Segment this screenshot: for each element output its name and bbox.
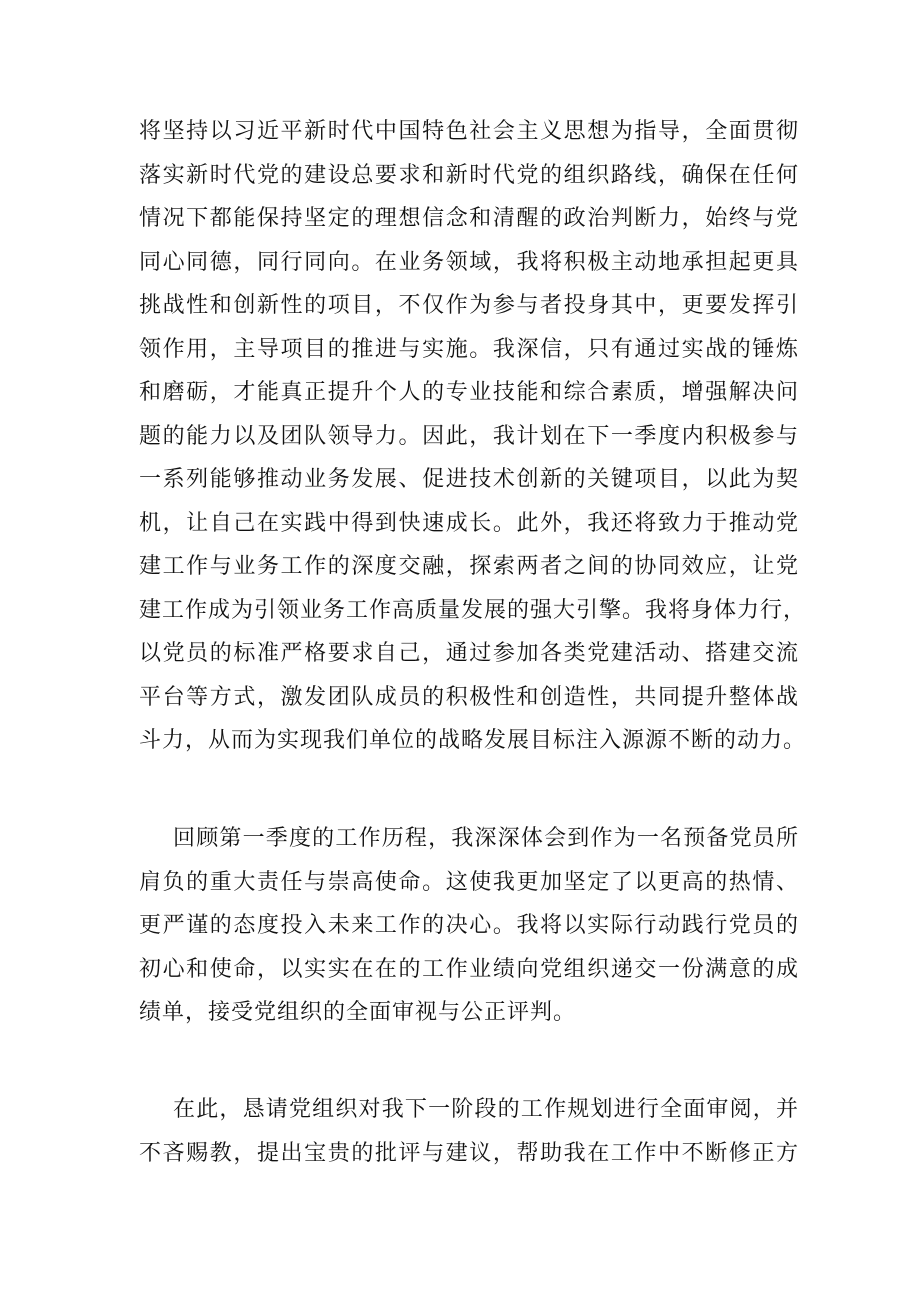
text-line: 以党员的标准严格要求自己，通过参加各类党建活动、搭建交流 bbox=[139, 641, 799, 666]
paragraph-2 bbox=[139, 817, 799, 1035]
text-line: 回顾第一季度的工作历程，我深深体会到作为一名预备党员所 bbox=[173, 826, 799, 851]
paragraph-1 bbox=[139, 110, 807, 763]
text-line: 肩负的重大责任与崇高使命。这使我更加坚定了以更高的热情、 bbox=[139, 869, 799, 895]
text-line: 斗力，从而为实现我们单位的战略发展目标注入源源不断的动力。 bbox=[139, 728, 807, 753]
text-line: 题的能力以及团队领导力。因此，我计划在下一季度内积极参与 bbox=[139, 423, 799, 449]
text-line: 落实新时代党的建设总要求和新时代党的组织路线，确保在任何 bbox=[139, 162, 799, 188]
text-line: 绩单，接受党组织的全面审视与公正评判。 bbox=[139, 1000, 577, 1025]
text-line: 情况下都能保持坚定的理想信念和清醒的政治判断力，始终与党 bbox=[139, 206, 799, 231]
text-line: 挑战性和创新性的项目，不仅作为参与者投身其中，更要发挥引 bbox=[139, 293, 799, 318]
text-line: 更严谨的态度投入未来工作的决心。我将以实际行动践行党员的 bbox=[139, 913, 799, 938]
text-line: 同心同德，同行同向。在业务领域，我将积极主动地承担起更具 bbox=[139, 249, 799, 275]
text-line: 初心和使命，以实实在在的工作业绩向党组织递交一份满意的成 bbox=[139, 956, 799, 982]
paragraph-3 bbox=[139, 1088, 799, 1175]
text-line: 不吝赐教，提出宝贵的批评与建议，帮助我在工作中不断修正方 bbox=[139, 1140, 799, 1166]
text-line: 一系列能够推动业务发展、促进技术创新的关键项目，以此为契 bbox=[139, 467, 799, 492]
text-line: 机，让自己在实践中得到快速成长。此外，我还将致力于推动党 bbox=[139, 510, 799, 536]
text-line: 将坚持以习近平新时代中国特色社会主义思想为指导，全面贯彻 bbox=[139, 119, 799, 144]
text-line: 在此，恳请党组织对我下一阶段的工作规划进行全面审阅，并 bbox=[173, 1097, 799, 1122]
text-line: 建工作成为引领业务工作高质量发展的强大引擎。我将身体力行， bbox=[139, 597, 807, 623]
text-line: 平台等方式，激发团队成员的积极性和创造性，共同提升整体战 bbox=[139, 684, 799, 710]
text-line: 建工作与业务工作的深度交融，探索两者之间的协同效应，让党 bbox=[139, 554, 799, 579]
text-line: 领作用，主导项目的推进与实施。我深信，只有通过实战的锤炼 bbox=[139, 336, 799, 362]
text-line: 和磨砺，才能真正提升个人的专业技能和综合素质，增强解决问 bbox=[139, 380, 799, 405]
